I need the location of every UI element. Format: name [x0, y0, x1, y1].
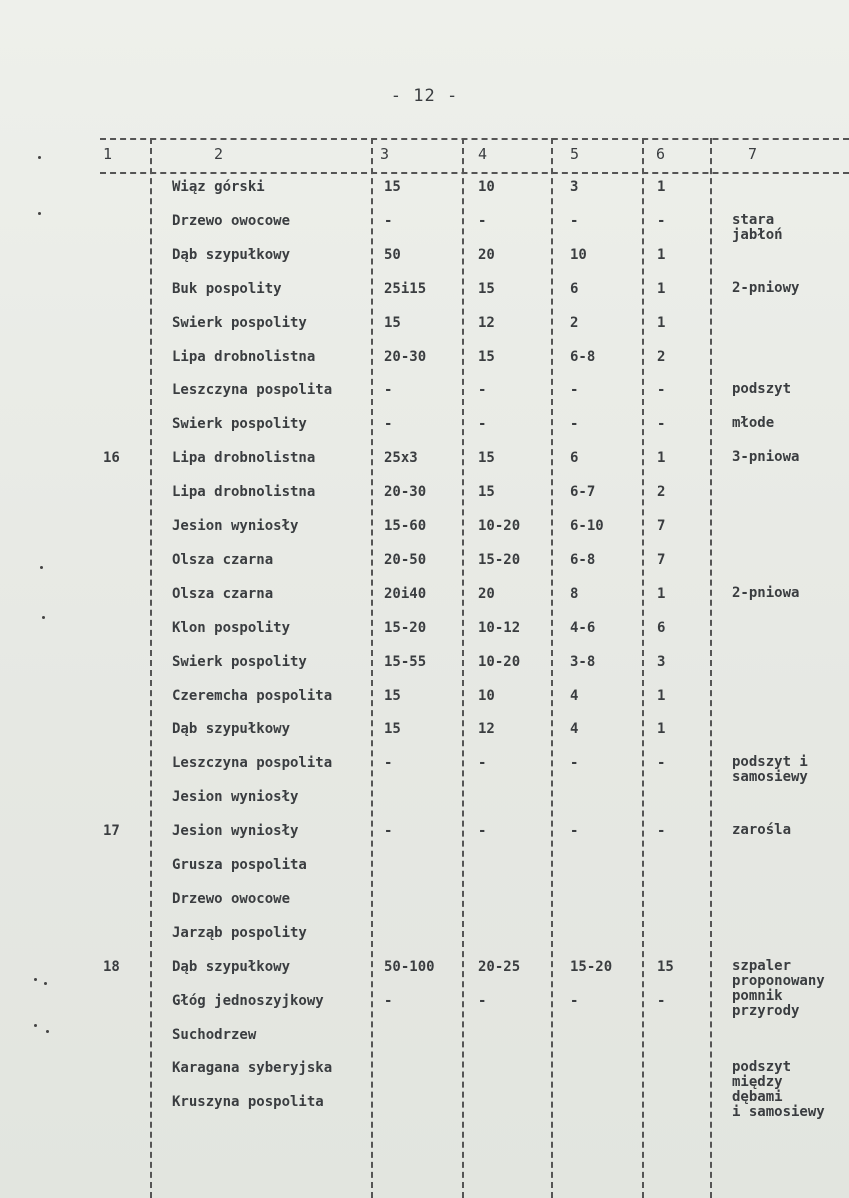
column-header-4: 4	[478, 145, 488, 163]
column-header-3: 3	[380, 145, 390, 163]
page-number: - 12 -	[390, 86, 459, 106]
species-cell: Jesion wyniosły	[172, 518, 299, 534]
value-cell: 15	[384, 179, 401, 195]
value-cell: -	[384, 823, 393, 840]
value-cell: -	[657, 212, 666, 229]
note-cell: młode	[732, 415, 775, 432]
value-cell: 6-7	[570, 484, 596, 501]
value-cell: 15	[384, 314, 401, 331]
margin-mark	[40, 566, 43, 569]
value-cell: 20i40	[384, 585, 427, 602]
note-cell: podszyt między dębami i samosiewy	[732, 1059, 825, 1121]
species-cell: Jesion wyniosły	[172, 789, 299, 806]
value-cell: 50-100	[384, 958, 435, 975]
value-cell: 12	[478, 314, 495, 331]
value-cell: 3-8	[570, 653, 596, 670]
value-cell: 20	[478, 585, 495, 602]
value-cell: 8	[570, 585, 579, 602]
value-cell: -	[478, 992, 487, 1009]
note-cell: podszyt	[732, 381, 792, 398]
lp-cell: 17	[103, 823, 120, 840]
value-cell: 15	[478, 450, 495, 467]
species-cell: Grusza pospolita	[172, 857, 307, 873]
note-cell: stara jabłoń	[732, 211, 783, 243]
value-cell: 15-20	[478, 551, 521, 568]
value-cell: 15	[384, 687, 401, 704]
margin-mark	[46, 1030, 49, 1033]
value-cell: -	[657, 416, 666, 433]
value-cell: -	[657, 992, 666, 1009]
value-cell: -	[384, 992, 393, 1009]
species-cell: Karagana syberyjska	[172, 1060, 333, 1077]
value-cell: -	[384, 416, 393, 433]
species-cell: Leszczyna pospolita	[172, 382, 333, 399]
species-cell: Swierk pospolity	[172, 653, 307, 670]
value-cell: 15	[384, 721, 401, 738]
value-cell: 15	[478, 348, 495, 365]
value-cell: 25i15	[384, 280, 427, 297]
value-cell: 10-20	[478, 653, 521, 670]
value-cell: -	[478, 212, 487, 229]
species-cell: Głóg jednoszyjkowy	[172, 992, 324, 1009]
table-header-rule	[100, 172, 849, 174]
value-cell: 15-55	[384, 653, 427, 670]
value-cell: 3	[570, 179, 579, 195]
value-cell: 20	[478, 246, 495, 263]
column-header-2: 2	[214, 145, 224, 163]
species-cell: Dąb szypułkowy	[172, 721, 291, 738]
value-cell: 4	[570, 687, 579, 704]
value-cell: 12	[478, 721, 495, 738]
species-cell: Swierk pospolity	[172, 416, 307, 433]
value-cell: 2	[570, 314, 579, 331]
column-header-5: 5	[570, 145, 580, 163]
species-cell: Jarząb pospolity	[172, 924, 307, 941]
column-divider	[642, 138, 644, 1198]
value-cell: -	[570, 755, 579, 772]
note-cell: 2-pniowy	[732, 279, 800, 296]
margin-mark	[42, 616, 45, 619]
species-cell: Leszczyna pospolita	[172, 755, 333, 772]
table-top-rule	[100, 138, 849, 140]
value-cell: 10	[570, 246, 587, 263]
value-cell: 20-30	[384, 348, 427, 365]
value-cell: 15-60	[384, 518, 427, 534]
value-cell: -	[657, 755, 666, 772]
value-cell: 50	[384, 246, 401, 263]
value-cell: 15	[478, 484, 495, 501]
column-header-7: 7	[748, 145, 758, 163]
value-cell: 10-12	[478, 619, 521, 636]
value-cell: 7	[657, 551, 666, 568]
species-cell: Wiąz górski	[172, 179, 265, 195]
value-cell: -	[570, 992, 579, 1009]
species-cell: Kruszyna pospolita	[172, 1094, 324, 1111]
value-cell: 1	[657, 721, 666, 738]
species-cell: Buk pospolity	[172, 280, 282, 297]
species-cell: Suchodrzew	[172, 1026, 257, 1043]
species-cell: Klon pospolity	[172, 619, 291, 636]
value-cell: -	[384, 212, 393, 229]
note-cell: zarośla	[732, 822, 792, 839]
column-divider	[371, 138, 373, 1198]
species-cell: Dąb szypułkowy	[172, 246, 291, 263]
value-cell: -	[478, 755, 487, 772]
column-divider	[710, 138, 712, 1198]
species-cell: Lipa drobnolistna	[172, 450, 316, 467]
species-cell: Swierk pospolity	[172, 314, 307, 331]
column-header-1: 1	[103, 145, 113, 163]
species-cell: Lipa drobnolistna	[172, 348, 316, 365]
value-cell: 10-20	[478, 518, 521, 534]
margin-mark	[38, 156, 41, 159]
value-cell: 20-25	[478, 958, 521, 975]
value-cell: 15	[657, 958, 674, 975]
value-cell: -	[657, 382, 666, 399]
value-cell: 25x3	[384, 450, 418, 467]
value-cell: 20-50	[384, 551, 427, 568]
margin-mark	[38, 212, 41, 215]
value-cell: 7	[657, 518, 666, 534]
margin-mark	[44, 982, 47, 985]
value-cell: -	[384, 382, 393, 399]
value-cell: -	[570, 416, 579, 433]
value-cell: 1	[657, 687, 666, 704]
lp-cell: 18	[103, 958, 120, 975]
value-cell: -	[657, 823, 666, 840]
margin-mark	[34, 978, 37, 981]
value-cell: 3	[657, 653, 666, 670]
note-cell: podszyt i samosiewy	[732, 754, 808, 786]
value-cell: 6-8	[570, 348, 596, 365]
column-header-6: 6	[656, 145, 666, 163]
value-cell: 1	[657, 585, 666, 602]
value-cell: -	[570, 382, 579, 399]
value-cell: 1	[657, 246, 666, 263]
value-cell: 20-30	[384, 484, 427, 501]
value-cell: -	[478, 416, 487, 433]
value-cell: 15-20	[570, 958, 613, 975]
value-cell: 10	[478, 179, 495, 195]
value-cell: 4	[570, 721, 579, 738]
column-divider	[150, 138, 152, 1198]
species-cell: Dąb szypułkowy	[172, 958, 291, 975]
note-cell: 2-pniowa	[732, 584, 800, 601]
value-cell: -	[570, 212, 579, 229]
species-cell: Olsza czarna	[172, 585, 274, 602]
species-cell: Olsza czarna	[172, 551, 274, 568]
column-divider	[462, 138, 464, 1198]
species-cell: Jesion wyniosły	[172, 823, 299, 840]
value-cell: -	[384, 755, 393, 772]
species-cell: Lipa drobnolistna	[172, 484, 316, 501]
note-cell: 3-pniowa	[732, 449, 800, 466]
value-cell: 4-6	[570, 619, 596, 636]
value-cell: 6	[570, 280, 579, 297]
value-cell: 6	[570, 450, 579, 467]
value-cell: 1	[657, 314, 666, 331]
value-cell: 6	[657, 619, 666, 636]
species-cell: Czeremcha pospolita	[172, 687, 333, 704]
lp-cell: 16	[103, 450, 120, 467]
value-cell: 1	[657, 280, 666, 297]
value-cell: 1	[657, 450, 666, 467]
species-cell: Drzewo owocowe	[172, 890, 291, 907]
note-cell: szpaler proponowany pomnik przyrody	[732, 957, 825, 1019]
value-cell: -	[570, 823, 579, 840]
species-cell: Drzewo owocowe	[172, 212, 291, 229]
value-cell: -	[478, 823, 487, 840]
value-cell: -	[478, 382, 487, 399]
value-cell: 10	[478, 687, 495, 704]
value-cell: 6-10	[570, 518, 604, 534]
value-cell: 2	[657, 484, 666, 501]
value-cell: 15	[478, 280, 495, 297]
value-cell: 2	[657, 348, 666, 365]
column-divider	[551, 138, 553, 1198]
margin-mark	[34, 1024, 37, 1027]
value-cell: 6-8	[570, 551, 596, 568]
value-cell: 1	[657, 179, 666, 195]
value-cell: 15-20	[384, 619, 427, 636]
